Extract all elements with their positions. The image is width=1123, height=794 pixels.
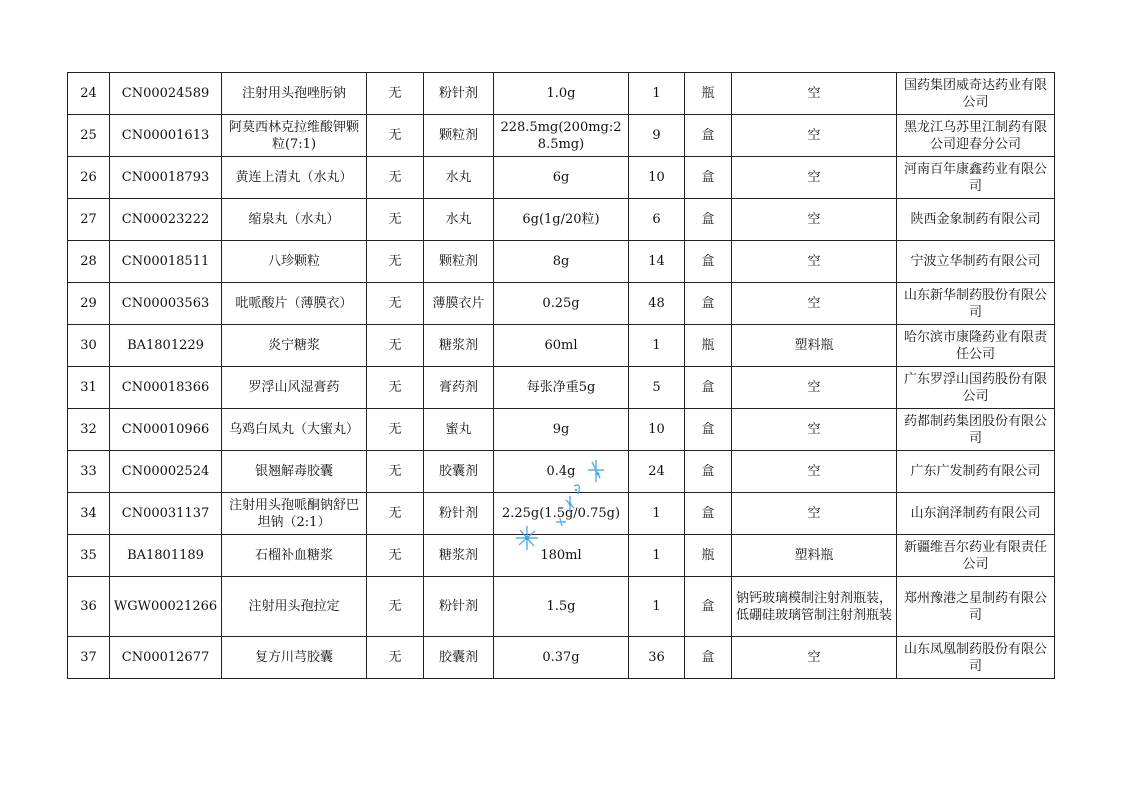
cell-code: CN00012677: [110, 637, 222, 679]
cell-form: 膏药剂: [424, 367, 494, 409]
cell-flag: 无: [367, 637, 424, 679]
cell-spec: 180ml: [494, 535, 629, 577]
cell-unit: 盒: [685, 157, 732, 199]
cell-code: CN00031137: [110, 493, 222, 535]
cell-name: 缩泉丸（水丸）: [222, 199, 367, 241]
cell-pack: 空: [732, 73, 897, 115]
cell-unit: 瓶: [685, 325, 732, 367]
cell-qty: 24: [629, 451, 685, 493]
cell-spec: 60ml: [494, 325, 629, 367]
cell-flag: 无: [367, 409, 424, 451]
cell-qty: 1: [629, 73, 685, 115]
table-row: [68, 283, 1055, 325]
cell-no: 32: [68, 409, 110, 451]
cell-no: 36: [68, 577, 110, 637]
cell-flag: 无: [367, 451, 424, 493]
cell-maker: 河南百年康鑫药业有限公司: [897, 157, 1055, 199]
cell-maker: 山东凤凰制药股份有限公司: [897, 637, 1055, 679]
cell-code: CN00018366: [110, 367, 222, 409]
cell-name: 炎宁糖浆: [222, 325, 367, 367]
cell-qty: 10: [629, 157, 685, 199]
cell-unit: 瓶: [685, 73, 732, 115]
table-row: [68, 493, 1055, 535]
cell-code: CN00002524: [110, 451, 222, 493]
cell-spec: 0.37g: [494, 637, 629, 679]
cell-qty: 5: [629, 367, 685, 409]
cell-pack: 塑料瓶: [732, 325, 897, 367]
cell-no: 33: [68, 451, 110, 493]
cell-name: 八珍颗粒: [222, 241, 367, 283]
cell-code: BA1801229: [110, 325, 222, 367]
cell-code: CN00010966: [110, 409, 222, 451]
cell-spec: 8g: [494, 241, 629, 283]
cell-pack: 空: [732, 637, 897, 679]
cell-flag: 无: [367, 535, 424, 577]
cell-unit: 盒: [685, 493, 732, 535]
cell-spec: 每张净重5g: [494, 367, 629, 409]
cell-name: 黄连上清丸（水丸）: [222, 157, 367, 199]
cell-pack: 空: [732, 199, 897, 241]
cell-form: 糖浆剂: [424, 325, 494, 367]
cell-pack: 空: [732, 493, 897, 535]
cell-qty: 1: [629, 325, 685, 367]
cell-qty: 10: [629, 409, 685, 451]
cell-code: CN00024589: [110, 73, 222, 115]
cell-form: 粉针剂: [424, 73, 494, 115]
cell-no: 37: [68, 637, 110, 679]
cell-unit: 盒: [685, 451, 732, 493]
drug-table: [67, 72, 1055, 679]
cell-code: BA1801189: [110, 535, 222, 577]
cell-maker: 药都制药集团股份有限公司: [897, 409, 1055, 451]
table-row: [68, 451, 1055, 493]
cell-form: 胶囊剂: [424, 451, 494, 493]
cell-spec: 228.5mg(200mg:28.5mg): [494, 115, 629, 157]
cell-form: 蜜丸: [424, 409, 494, 451]
cell-maker: 宁波立华制药有限公司: [897, 241, 1055, 283]
cell-name: 乌鸡白凤丸（大蜜丸）: [222, 409, 367, 451]
table-row: [68, 241, 1055, 283]
cell-unit: 盒: [685, 637, 732, 679]
cell-name: 注射用头孢唑肟钠: [222, 73, 367, 115]
cell-qty: 6: [629, 199, 685, 241]
cell-code: CN00023222: [110, 199, 222, 241]
cell-pack: 空: [732, 409, 897, 451]
table-row: [68, 637, 1055, 679]
cell-unit: 瓶: [685, 535, 732, 577]
cell-code: CN00001613: [110, 115, 222, 157]
cell-form: 颗粒剂: [424, 115, 494, 157]
cell-maker: 陕西金象制药有限公司: [897, 199, 1055, 241]
cell-flag: 无: [367, 115, 424, 157]
cell-pack: 空: [732, 367, 897, 409]
cell-code: CN00003563: [110, 283, 222, 325]
cell-no: 24: [68, 73, 110, 115]
cell-maker: 广东广发制药有限公司: [897, 451, 1055, 493]
cell-qty: 48: [629, 283, 685, 325]
cell-flag: 无: [367, 493, 424, 535]
table-row: [68, 367, 1055, 409]
cell-form: 胶囊剂: [424, 637, 494, 679]
cell-flag: 无: [367, 241, 424, 283]
cell-unit: 盒: [685, 409, 732, 451]
cell-maker: 郑州豫港之星制药有限公司: [897, 577, 1055, 637]
cell-no: 30: [68, 325, 110, 367]
cell-spec: 6g: [494, 157, 629, 199]
cell-spec: 0.4g: [494, 451, 629, 493]
cell-unit: 盒: [685, 283, 732, 325]
cell-maker: 国药集团威奇达药业有限公司: [897, 73, 1055, 115]
cell-no: 29: [68, 283, 110, 325]
cell-code: CN00018511: [110, 241, 222, 283]
cell-spec: 9g: [494, 409, 629, 451]
cell-no: 28: [68, 241, 110, 283]
cell-no: 34: [68, 493, 110, 535]
cell-no: 25: [68, 115, 110, 157]
cell-form: 糖浆剂: [424, 535, 494, 577]
cell-pack: 空: [732, 451, 897, 493]
cell-spec: 6g(1g/20粒): [494, 199, 629, 241]
cell-form: 水丸: [424, 157, 494, 199]
cell-qty: 1: [629, 493, 685, 535]
table-row: [68, 115, 1055, 157]
table-row: [68, 73, 1055, 115]
table-row: [68, 577, 1055, 637]
cell-spec: 2.25g(1.5g/0.75g): [494, 493, 629, 535]
cell-pack: 空: [732, 283, 897, 325]
cell-name: 银翘解毒胶囊: [222, 451, 367, 493]
cell-form: 粉针剂: [424, 493, 494, 535]
cell-form: 颗粒剂: [424, 241, 494, 283]
cell-name: 吡哌酸片（薄膜衣）: [222, 283, 367, 325]
cell-unit: 盒: [685, 115, 732, 157]
cell-unit: 盒: [685, 577, 732, 637]
table-row: [68, 157, 1055, 199]
cell-flag: 无: [367, 325, 424, 367]
cell-flag: 无: [367, 157, 424, 199]
cell-qty: 9: [629, 115, 685, 157]
cell-maker: 新疆维吾尔药业有限责任公司: [897, 535, 1055, 577]
cell-spec: 0.25g: [494, 283, 629, 325]
cell-code: WGW00021266: [110, 577, 222, 637]
cell-no: 26: [68, 157, 110, 199]
cell-name: 罗浮山风湿膏药: [222, 367, 367, 409]
cell-flag: 无: [367, 283, 424, 325]
cell-qty: 1: [629, 535, 685, 577]
cell-pack: 塑料瓶: [732, 535, 897, 577]
cell-maker: 山东新华制药股份有限公司: [897, 283, 1055, 325]
cell-flag: 无: [367, 367, 424, 409]
cell-flag: 无: [367, 199, 424, 241]
cell-form: 薄膜衣片: [424, 283, 494, 325]
cell-unit: 盒: [685, 199, 732, 241]
table-row: [68, 325, 1055, 367]
cell-name: 石榴补血糖浆: [222, 535, 367, 577]
cell-name: 注射用头孢哌酮钠舒巴坦钠（2:1）: [222, 493, 367, 535]
cell-code: CN00018793: [110, 157, 222, 199]
cell-pack: 空: [732, 241, 897, 283]
cell-flag: 无: [367, 73, 424, 115]
cell-qty: 14: [629, 241, 685, 283]
cell-name: 注射用头孢拉定: [222, 577, 367, 637]
cell-no: 27: [68, 199, 110, 241]
cell-form: 粉针剂: [424, 577, 494, 637]
cell-name: 复方川芎胶囊: [222, 637, 367, 679]
cell-spec: 1.0g: [494, 73, 629, 115]
table-row: [68, 535, 1055, 577]
cell-qty: 36: [629, 637, 685, 679]
cell-pack: 钠钙玻璃模制注射剂瓶装，低硼硅玻璃管制注射剂瓶装: [732, 577, 897, 637]
cell-maker: 哈尔滨市康隆药业有限责任公司: [897, 325, 1055, 367]
cell-spec: 1.5g: [494, 577, 629, 637]
cell-no: 35: [68, 535, 110, 577]
cell-maker: 黑龙江乌苏里江制药有限公司迎春分公司: [897, 115, 1055, 157]
cell-name: 阿莫西林克拉维酸钾颗粒(7:1): [222, 115, 367, 157]
table-body: [68, 73, 1055, 679]
cell-maker: 广东罗浮山国药股份有限公司: [897, 367, 1055, 409]
cell-form: 水丸: [424, 199, 494, 241]
table-row: [68, 199, 1055, 241]
cell-unit: 盒: [685, 241, 732, 283]
cell-no: 31: [68, 367, 110, 409]
cell-pack: 空: [732, 157, 897, 199]
cell-unit: 盒: [685, 367, 732, 409]
table-row: [68, 409, 1055, 451]
cell-qty: 1: [629, 577, 685, 637]
cell-flag: 无: [367, 577, 424, 637]
cell-pack: 空: [732, 115, 897, 157]
cell-maker: 山东润泽制药有限公司: [897, 493, 1055, 535]
